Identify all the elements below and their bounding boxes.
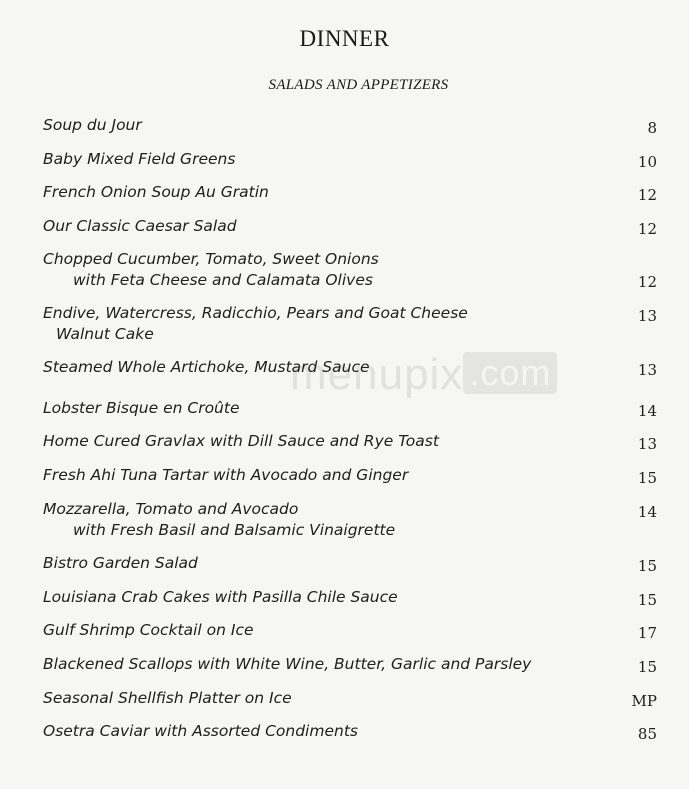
menu-item-name: Soup du Jour bbox=[43, 116, 142, 134]
menu-item-price: 15 bbox=[637, 658, 657, 676]
menu-item-price: 15 bbox=[637, 557, 657, 575]
menu-item-price: 17 bbox=[637, 624, 657, 642]
menu-item-price: 10 bbox=[637, 153, 657, 171]
menu-item-price: 13 bbox=[637, 361, 657, 379]
menu-item bbox=[43, 182, 657, 203]
menu-item bbox=[43, 357, 657, 378]
menu-item bbox=[43, 654, 657, 675]
menu-item-price: 85 bbox=[637, 725, 657, 743]
menu-item-name: Mozzarella, Tomato and Avocado bbox=[43, 500, 299, 518]
menu-item bbox=[43, 398, 657, 419]
menu-item-name: Seasonal Shellfish Platter on Ice bbox=[43, 689, 292, 707]
menu-item-price: 8 bbox=[647, 119, 657, 137]
section-title: SALADS AND APPETIZERS bbox=[268, 77, 449, 93]
menu-item-price: 13 bbox=[637, 307, 657, 325]
menu-item-description: with Fresh Basil and Balsamic Vinaigrette bbox=[73, 521, 396, 539]
menu-item-price: 15 bbox=[637, 469, 657, 487]
menu-item bbox=[43, 499, 657, 541]
menu-item-description: with Feta Cheese and Calamata Olives bbox=[73, 271, 373, 289]
menu-item bbox=[43, 149, 657, 170]
menu-item-name: Bistro Garden Salad bbox=[43, 554, 198, 572]
page-title: DINNER bbox=[299, 26, 390, 51]
menu-item bbox=[43, 553, 657, 574]
menu-item-name: Fresh Ahi Tuna Tartar with Avocado and Ginger bbox=[43, 466, 409, 484]
menu-item-name: Steamed Whole Artichoke, Mustard Sauce bbox=[43, 358, 370, 376]
menu-item-price: 15 bbox=[637, 591, 657, 609]
menu-item bbox=[43, 303, 657, 345]
menu-item-description: Walnut Cake bbox=[56, 325, 154, 343]
menu-item-name: Endive, Watercress, Radicchio, Pears and Goat Cheese bbox=[43, 304, 468, 322]
menu-item-name: Gulf Shrimp Cocktail on Ice bbox=[43, 621, 254, 639]
menu-item-price: 13 bbox=[637, 435, 657, 453]
menu-item-name: Chopped Cucumber, Tomato, Sweet Onions bbox=[43, 250, 379, 268]
menu-item bbox=[43, 587, 657, 608]
menu-item-price: MP bbox=[631, 692, 657, 710]
watermark-name: menupix bbox=[290, 350, 464, 399]
menu-item-name: Our Classic Caesar Salad bbox=[43, 217, 237, 235]
menu-item bbox=[43, 465, 657, 486]
menu-item-price: 12 bbox=[637, 273, 657, 291]
menu-item bbox=[43, 431, 657, 452]
menu-item bbox=[43, 216, 657, 237]
menu-item bbox=[43, 721, 657, 742]
watermark-domain: .com bbox=[463, 352, 557, 394]
menu-item-price: 14 bbox=[637, 402, 657, 420]
menu-item-price: 12 bbox=[637, 186, 657, 204]
menu-item bbox=[43, 620, 657, 641]
menu-item bbox=[43, 249, 657, 291]
menu-item-name: French Onion Soup Au Gratin bbox=[43, 183, 269, 201]
menu-item-name: Lobster Bisque en Croûte bbox=[43, 399, 240, 417]
menu-item-name: Louisiana Crab Cakes with Pasilla Chile Sauce bbox=[43, 588, 398, 606]
menu-item-price: 12 bbox=[637, 220, 657, 238]
menu-item-name: Baby Mixed Field Greens bbox=[43, 150, 236, 168]
menu-item-name: Osetra Caviar with Assorted Condiments bbox=[43, 722, 358, 740]
menu-item-price: 14 bbox=[637, 503, 657, 521]
menu-item-name: Blackened Scallops with White Wine, Butter, Garlic and Parsley bbox=[43, 655, 532, 673]
menu-item-name: Home Cured Gravlax with Dill Sauce and Rye Toast bbox=[43, 432, 439, 450]
menu-item bbox=[43, 115, 657, 136]
menu-item bbox=[43, 688, 657, 709]
